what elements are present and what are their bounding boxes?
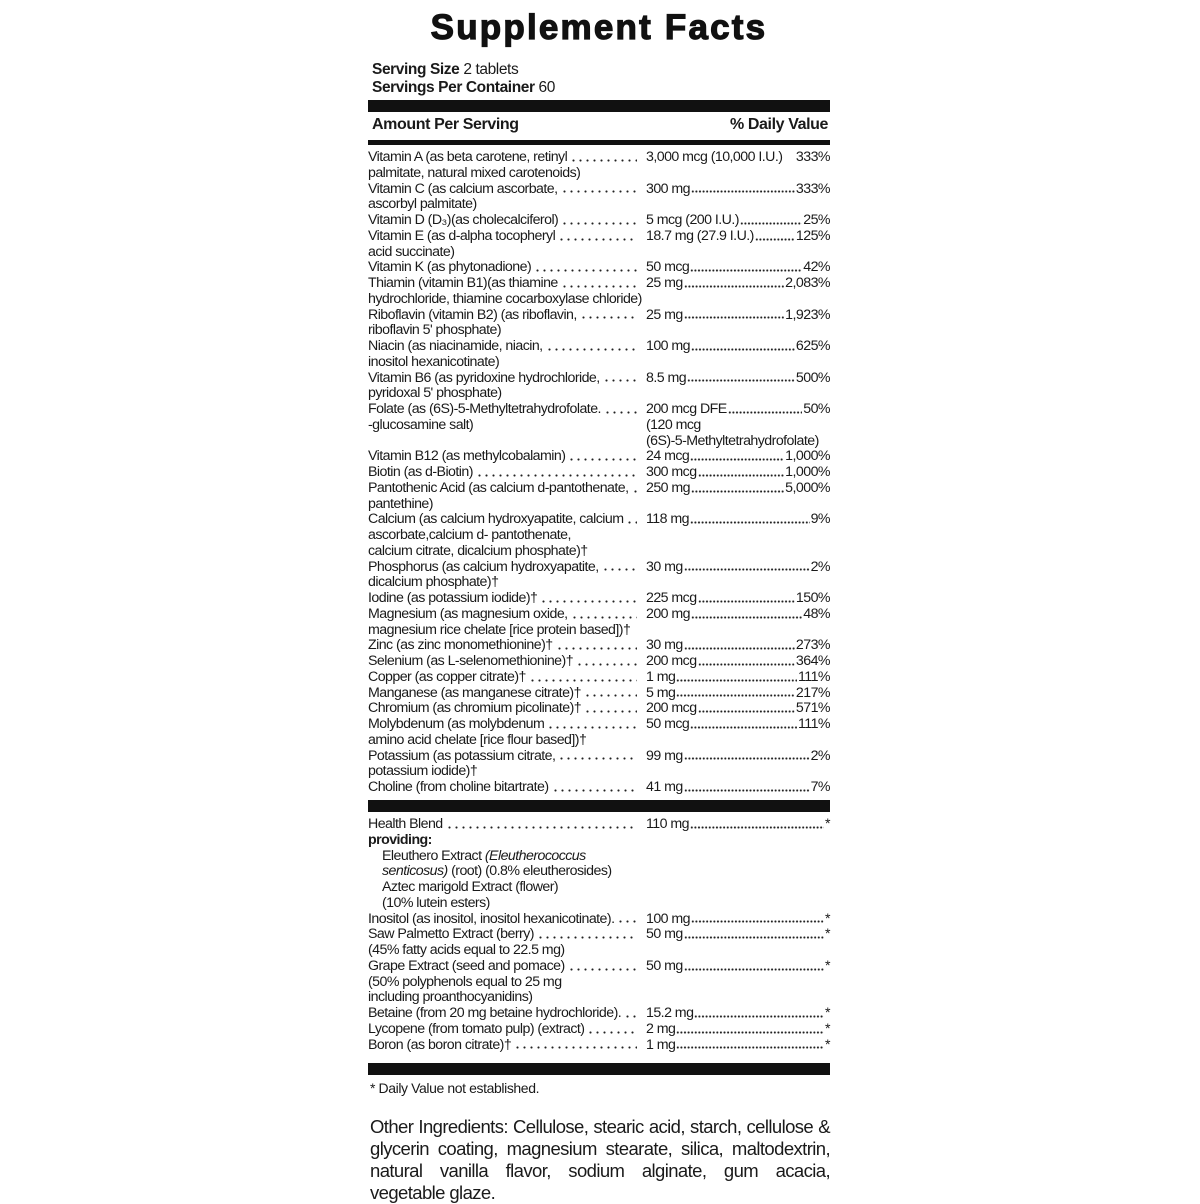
dot-leader — [604, 402, 637, 414]
nutrient-name: Vitamin C (as calcium ascorbate, — [368, 180, 558, 197]
dot-leader — [690, 717, 797, 729]
nutrient-amount: 250 mg — [646, 479, 691, 496]
nutrient-name: Vitamin K (as phytonadione) — [368, 259, 532, 276]
nutrient-name: Vitamin D (D₃)(as cholecalciferol) — [368, 212, 559, 228]
nutrient-name: Biotin (as d-Biotin) — [368, 464, 473, 480]
nutrient-daily-value: 1,000% — [785, 464, 830, 480]
nutrient-row — [368, 308, 830, 340]
nutrient-name-continued: ascorbyl palmitate) — [368, 196, 477, 213]
nutrient-daily-value: 48% — [803, 605, 830, 622]
dot-leader — [556, 638, 637, 650]
dot-leader — [552, 780, 637, 792]
dot-leader — [690, 512, 810, 524]
nutrient-daily-value: 2,083% — [785, 275, 830, 291]
nutrient-name-continued: palmitate, natural mixed carotenoids) — [368, 164, 581, 181]
dot-leader — [561, 213, 637, 225]
nutrient-amount: 3,000 mcg (10,000 I.U.) — [646, 149, 783, 165]
dot-leader — [571, 607, 637, 619]
nutrient-name: Vitamin E (as d-alpha tocopheryl — [368, 227, 556, 244]
nutrient-row — [368, 591, 830, 607]
nutrient-amount: 200 mcg — [646, 700, 697, 717]
dot-leader — [684, 560, 810, 572]
nutrient-row — [368, 260, 830, 276]
nutrient-amount: 50 mcg — [646, 259, 690, 276]
nutrient-amount: 99 mg — [646, 747, 683, 764]
dot-leader — [561, 276, 637, 288]
dot-leader — [570, 150, 637, 162]
nutrient-row — [368, 1038, 830, 1054]
nutrient-name: Inositol (as inositol, inositol hexanicotinate). — [368, 910, 615, 927]
serving-info — [372, 61, 555, 96]
nutrient-daily-value: 500% — [795, 369, 830, 386]
nutrient-name-continued: pantethine) — [368, 495, 433, 512]
component-latin-name: (Eleutherococcus — [484, 847, 586, 864]
divider-bar — [368, 100, 830, 112]
nutrient-row — [368, 481, 830, 513]
nutrient-daily-value: 364% — [795, 653, 830, 669]
nutrient-amount-detail: (6S)-5-Methyltetrahydrofolate) — [646, 432, 819, 449]
nutrient-amount: 50 mg — [646, 957, 683, 974]
dot-leader — [684, 638, 795, 650]
nutrient-row — [368, 912, 830, 928]
nutrient-row — [368, 150, 830, 182]
nutrient-amount: 1 mg — [646, 668, 676, 685]
nutrient-amount: 118 mg — [646, 511, 689, 528]
other-nutrient-list — [368, 912, 830, 1054]
nutrient-row — [368, 686, 830, 702]
nutrient-name: Vitamin B6 (as pyridoxine hydrochloride, — [368, 369, 600, 386]
providing-label: providing: — [368, 831, 432, 848]
nutrient-row — [368, 701, 830, 717]
nutrient-row — [368, 780, 830, 796]
nutrient-row — [368, 229, 830, 261]
dot-leader — [676, 1038, 824, 1050]
nutrient-daily-value: 333% — [795, 149, 830, 165]
nutrient-row — [368, 339, 830, 371]
nutrient-name: Chromium (as chromium picolinate)† — [368, 700, 582, 717]
dot-leader — [476, 465, 637, 477]
dot-leader — [684, 276, 784, 288]
nutrient-amount: 25 mg — [646, 306, 683, 323]
dot-leader — [691, 182, 795, 194]
dot-leader — [626, 512, 637, 524]
dot-leader — [698, 465, 785, 477]
nutrient-name: Phosphorus (as calcium hydroxyapatite, — [368, 558, 599, 575]
dot-leader — [584, 686, 637, 698]
nutrient-row — [368, 182, 830, 214]
nutrient-daily-value: 2% — [810, 747, 830, 764]
dot-leader — [698, 701, 795, 713]
nutrient-row — [368, 1006, 830, 1022]
nutrient-amount: 50 mcg — [646, 716, 690, 732]
nutrient-amount: 200 mg — [646, 605, 691, 622]
nutrient-name: Betaine (from 20 mg betaine hydrochloride). — [368, 1005, 622, 1021]
nutrient-daily-value: 571% — [795, 700, 830, 717]
nutrient-name-continued: acid succinate) — [368, 243, 455, 260]
nutrient-name-continued: (45% fatty acids equal to 22.5 mg) — [368, 942, 565, 958]
blend-row — [368, 817, 830, 833]
nutrient-row — [368, 371, 830, 403]
blend-dv: * — [825, 816, 830, 832]
dot-leader — [568, 449, 637, 461]
dot-leader — [690, 260, 802, 272]
dot-leader — [684, 749, 810, 761]
blend-section — [368, 817, 830, 1053]
nutrient-row — [368, 638, 830, 654]
nutrient-amount: 1 mg — [646, 1036, 676, 1053]
nutrient-amount: 50 mg — [646, 926, 683, 943]
dot-leader — [603, 371, 637, 383]
nutrient-amount: 200 mcg DFE — [646, 401, 727, 417]
nutrient-name: Niacin (as niacinamide, niacin, — [368, 338, 543, 354]
dot-leader — [698, 654, 795, 666]
dot-leader — [534, 260, 637, 272]
dot-leader — [558, 749, 637, 761]
serving-size-value: 2 tablets — [463, 61, 519, 78]
dot-leader — [568, 959, 637, 971]
dot-leader — [529, 670, 637, 682]
dot-leader — [558, 229, 637, 241]
blend-amount: 110 mg — [646, 816, 689, 832]
dot-leader — [691, 912, 824, 924]
nutrient-name-continued: pyridoxal 5' phosphate) — [368, 385, 502, 402]
divider-bar — [368, 800, 830, 812]
nutrient-amount: 300 mg — [646, 180, 691, 197]
blend-component — [368, 849, 830, 865]
dot-leader — [624, 1006, 637, 1018]
nutrient-name: Lycopene (from tomato pulp) (extract) — [368, 1020, 585, 1037]
dot-leader — [602, 560, 637, 572]
dot-leader — [740, 213, 802, 225]
nutrient-amount: 300 mcg — [646, 464, 697, 480]
nutrient-daily-value: 217% — [795, 684, 830, 701]
nutrient-row — [368, 959, 830, 1006]
dot-leader — [684, 959, 824, 971]
dot-leader — [684, 308, 784, 320]
nutrient-row — [368, 465, 830, 481]
nutrient-name-continued: amino acid chelate [rice flour based])† — [368, 731, 587, 748]
nutrient-name: Selenium (as L-selenomethionine)† — [368, 653, 574, 669]
daily-value-header: % Daily Value — [730, 116, 828, 133]
nutrient-amount: 100 mg — [646, 338, 691, 354]
dot-leader — [537, 927, 637, 939]
dot-leader — [691, 607, 802, 619]
nutrient-daily-value: 1,000% — [785, 448, 830, 465]
nutrient-daily-value: 1,923% — [785, 306, 830, 323]
nutrient-daily-value: * — [825, 1020, 830, 1037]
dot-leader — [540, 591, 637, 603]
nutrient-amount: 15.2 mg — [646, 1005, 694, 1021]
nutrient-name-continued: magnesium rice chelate [rice protein based])† — [368, 621, 631, 638]
nutrient-name: Manganese (as manganese citrate)† — [368, 684, 581, 701]
nutrient-amount: 30 mg — [646, 558, 683, 575]
nutrient-daily-value: 111% — [798, 716, 830, 732]
nutrient-name-continued: calcium citrate, dicalcium phosphate)† — [368, 542, 588, 559]
component-text: (root) (0.8% eleutherosides) — [447, 863, 612, 880]
dot-leader — [687, 371, 795, 383]
nutrient-daily-value: * — [825, 957, 830, 974]
nutrient-row — [368, 449, 830, 465]
blend-component — [368, 864, 830, 880]
nutrient-amount: 5 mcg (200 I.U.) — [646, 212, 739, 228]
table-header — [372, 116, 828, 134]
nutrient-name-continued: ascorbate,calcium d- pantothenate, — [368, 527, 571, 543]
nutrient-row — [368, 402, 830, 449]
nutrient-name: Grape Extract (seed and pomace) — [368, 957, 565, 974]
nutrient-daily-value: 150% — [795, 590, 830, 606]
nutrient-daily-value: 42% — [803, 259, 830, 276]
nutrient-name: Vitamin B12 (as methylcobalamin) — [368, 448, 566, 465]
nutrient-name: Zinc (as zinc monomethionine)† — [368, 637, 553, 654]
nutrient-name: Copper (as copper citrate)† — [368, 668, 526, 685]
component-latin-name: senticosus) — [382, 863, 448, 880]
nutrient-amount: 25 mg — [646, 275, 683, 291]
nutrient-daily-value: 7% — [810, 779, 830, 795]
nutrient-amount: 200 mcg — [646, 653, 697, 669]
dot-leader — [691, 481, 784, 493]
nutrient-amount: 2 mg — [646, 1020, 676, 1037]
serving-size-label: Serving Size — [372, 61, 460, 78]
dot-leader — [698, 591, 795, 603]
nutrient-row — [368, 512, 830, 559]
nutrient-name: Thiamin (vitamin B1)(as thiamine — [368, 275, 558, 291]
nutrient-daily-value: 273% — [795, 637, 830, 654]
nutrient-name: Molybdenum (as molybdenum — [368, 716, 545, 732]
nutrient-name: Iodine (as potassium iodide)† — [368, 590, 538, 606]
nutrient-row — [368, 927, 830, 959]
nutrient-amount: 5 mg — [646, 684, 676, 701]
dot-leader — [676, 686, 795, 698]
nutrient-daily-value: 9% — [810, 511, 830, 528]
nutrient-daily-value: 333% — [795, 180, 830, 197]
nutrient-row — [368, 749, 830, 781]
nutrient-amount-detail: (120 mcg — [646, 416, 701, 433]
dot-leader — [684, 927, 824, 939]
nutrient-name-continued: hydrochloride, thiamine cocarboxylase chloride) — [368, 290, 642, 307]
nutrient-amount: 18.7 mg (27.9 I.U.) — [646, 227, 754, 244]
nutrient-name: Magnesium (as magnesium oxide, — [368, 605, 568, 622]
nutrient-name-continued: (50% polyphenols equal to 25 mg — [368, 973, 562, 990]
dot-leader — [576, 654, 637, 666]
nutrient-name: Calcium (as calcium hydroxyapatite, calcium — [368, 511, 624, 528]
nutrient-amount: 8.5 mg — [646, 369, 687, 386]
nutrient-daily-value: * — [825, 1036, 830, 1053]
nutrient-row — [368, 654, 830, 670]
dot-leader — [728, 402, 803, 414]
nutrient-name: Saw Palmetto Extract (berry) — [368, 926, 534, 943]
nutrient-name: Vitamin A (as beta carotene, retinyl — [368, 149, 568, 165]
nutrient-row — [368, 560, 830, 592]
divider-bar — [368, 1063, 830, 1075]
component-text: Eleuthero Extract — [382, 847, 485, 864]
nutrient-row — [368, 213, 830, 229]
dot-leader — [676, 1022, 824, 1034]
nutrient-daily-value: 125% — [795, 227, 830, 244]
dot-leader — [561, 182, 637, 194]
divider-bar — [368, 140, 830, 145]
nutrient-daily-value: * — [825, 926, 830, 943]
servings-per-container-value: 60 — [538, 78, 555, 96]
nutrient-daily-value: 625% — [795, 338, 830, 354]
nutrient-daily-value: 111% — [798, 668, 830, 685]
nutrient-amount: 24 mcg — [646, 448, 690, 465]
nutrient-list — [368, 150, 830, 796]
nutrient-daily-value: 5,000% — [785, 479, 830, 496]
footnote: * Daily Value not established. — [370, 1080, 540, 1096]
nutrient-daily-value: * — [825, 1005, 830, 1021]
nutrient-name-continued: -glucosamine salt) — [368, 416, 474, 433]
dot-leader — [684, 780, 810, 792]
dot-leader — [584, 701, 637, 713]
nutrient-name: Folate (as (6S)-5-Methyltetrahydrofolate. — [368, 401, 601, 417]
nutrient-name-continued: potassium iodide)† — [368, 763, 478, 780]
amount-per-serving-header: Amount Per Serving — [372, 116, 519, 133]
blend-component: Aztec marigold Extract (flower) — [382, 879, 559, 895]
dot-leader — [580, 308, 637, 320]
dot-leader — [632, 481, 637, 493]
nutrient-daily-value: 50% — [803, 401, 830, 417]
nutrient-daily-value: 25% — [803, 212, 830, 228]
nutrient-name: Pantothenic Acid (as calcium d-pantothenate, — [368, 479, 629, 496]
nutrient-name: Riboflavin (vitamin B2) (as riboflavin, — [368, 306, 577, 323]
nutrient-name-continued: riboflavin 5' phosphate) — [368, 322, 502, 339]
nutrient-daily-value: * — [825, 910, 830, 927]
nutrient-name: Potassium (as potassium citrate, — [368, 747, 556, 764]
nutrient-name-continued: dicalcium phosphate)† — [368, 574, 499, 591]
nutrient-name-continued: inositol hexanicotinate) — [368, 353, 500, 370]
dot-leader — [587, 1022, 637, 1034]
dot-leader — [617, 912, 637, 924]
panel-title: Supplement Facts — [430, 8, 768, 47]
nutrient-name-continued: including proanthocyanidins) — [368, 989, 533, 1006]
dot-leader — [514, 1038, 637, 1050]
nutrient-name: Choline (from choline bitartrate) — [368, 779, 549, 795]
dot-leader — [676, 670, 797, 682]
dot-leader — [546, 339, 637, 351]
nutrient-row — [368, 607, 830, 639]
blend-name: Health Blend — [368, 816, 443, 832]
dot-leader — [691, 339, 795, 351]
dot-leader — [690, 449, 784, 461]
nutrient-row — [368, 717, 830, 749]
servings-per-container-label: Servings Per Container — [372, 78, 535, 96]
nutrient-row — [368, 670, 830, 686]
nutrient-amount: 225 mcg — [646, 590, 697, 606]
dot-leader — [547, 717, 637, 729]
blend-component: (10% lutein esters) — [382, 894, 490, 911]
nutrient-amount: 41 mg — [646, 779, 683, 795]
nutrient-name: Boron (as boron citrate)† — [368, 1036, 512, 1053]
nutrient-amount: 30 mg — [646, 637, 683, 654]
other-ingredients: Other Ingredients: Cellulose, stearic acid, starch, cellulose & glycerin coating, magnesium stearate, silica, maltodextrin, natural vanilla flavor, sodium alginate, gum acacia, vegetable glaze. — [370, 1116, 830, 1203]
dot-leader — [694, 1006, 824, 1018]
nutrient-row — [368, 276, 830, 308]
nutrient-amount: 100 mg — [646, 910, 691, 927]
nutrient-row — [368, 1022, 830, 1038]
nutrient-daily-value: 2% — [810, 558, 830, 575]
dot-leader — [755, 229, 795, 241]
